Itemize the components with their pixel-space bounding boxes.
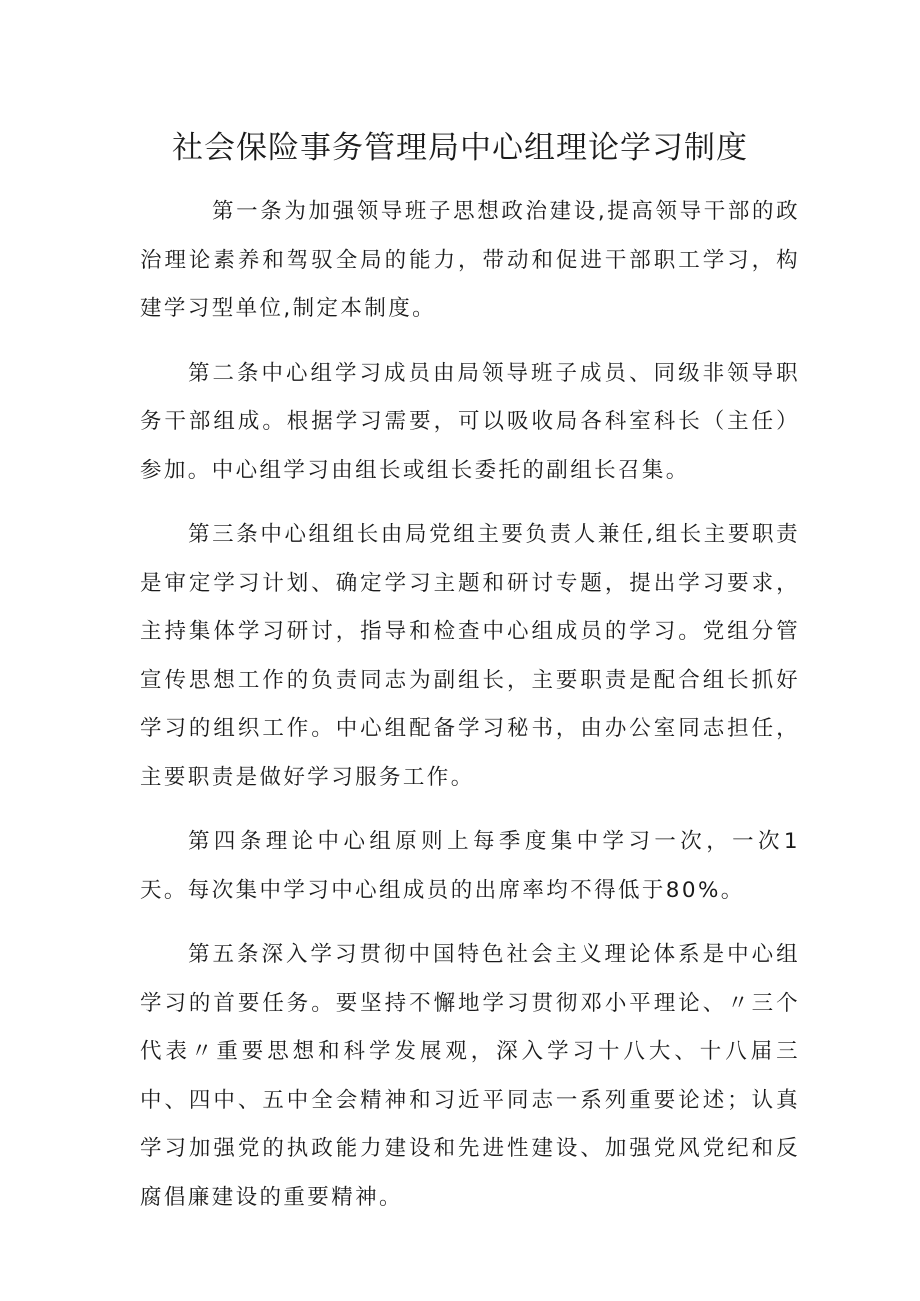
- document-body: [140, 188, 800, 1238]
- document-title: 社会保险事务管理局中心组理论学习制度: [172, 130, 748, 166]
- article-2-paragraph: 第二条中心组学习成员由局领导班子成员、同级非领导职务干部组成。根据学习需要，可以吸收局各科室科长（主任）参加。中心组学习由组长或组长委托的副组长召集。: [140, 360, 800, 483]
- article-4-paragraph: 第四条理论中心组原则上每季度集中学习一次，一次1天。每次集中学习中心组成员的出席率均不得低于80%。: [140, 829, 800, 903]
- article-5-paragraph: 第五条深入学习贯彻中国特色社会主义理论体系是中心组学习的首要任务。要坚持不懈地学习贯彻邓小平理论、〃三个代表〃重要思想和科学发展观，深入学习十八大、十八届三中、四中、五中全会精神和习近平同志一系列重要论述；认真学习加强党的执政能力建设和先进性建设、加强党风党纪和反腐倡廉建设的重要精神。: [140, 942, 800, 1210]
- article-3-paragraph: 第三条中心组组长由局党组主要负责人兼任,组长主要职责是审定学习计划、确定学习主题和研讨专题，提出学习要求，主持集体学习研讨，指导和检查中心组成员的学习。党组分管宣传思想工作的负责同志为副组长，主要职责是配合组长抓好学习的组织工作。中心组配备学习秘书，由办公室同志担任，主要职责是做好学习服务工作。: [140, 522, 800, 790]
- article-1-paragraph: 第一条为加强领导班子思想政治建设,提高领导干部的政治理论素养和驾驭全局的能力，带动和促进干部职工学习，构建学习型单位,制定本制度。: [140, 199, 800, 321]
